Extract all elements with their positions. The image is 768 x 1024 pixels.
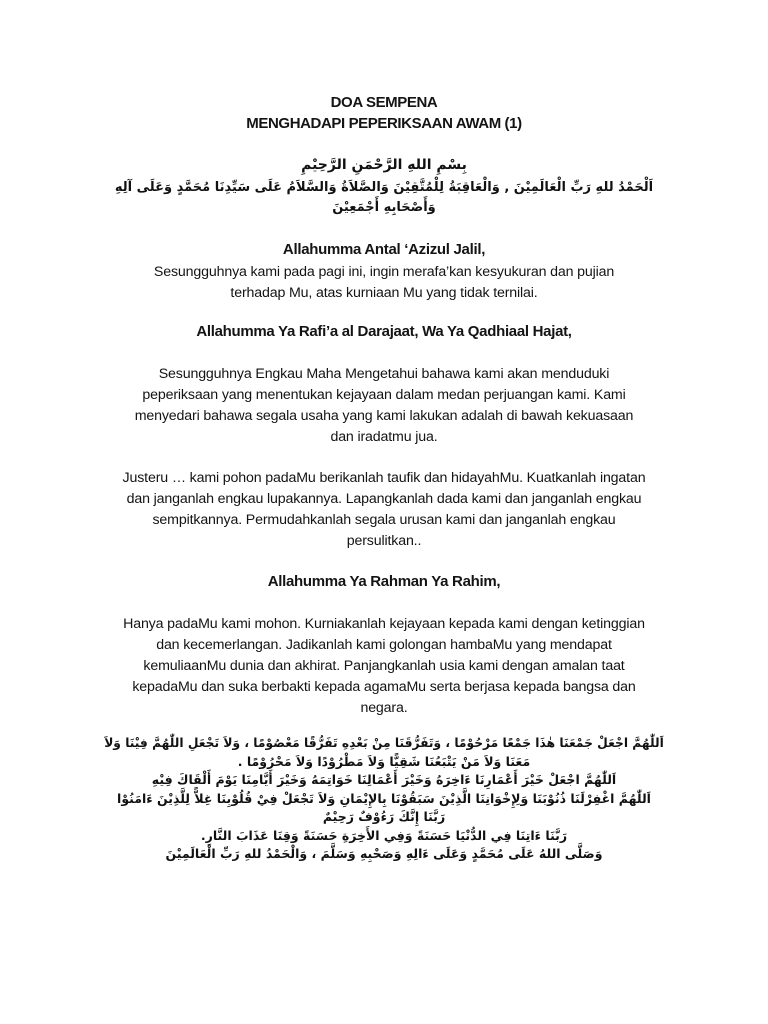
section1-heading: Allahumma Antal ‘Azizul Jalil, [282,241,486,258]
title-line-2: MENGHADAPI PEPERIKSAAN AWAM (1) [246,115,522,132]
basmala-arabic: بِسْمِ اللهِ الرَّحْمَنِ الرَّحِيْمِ [301,157,467,173]
paragraph-line: negara. [360,700,408,716]
arabic-line: اَللّٰهُمَّ اغْفِرْلَنَا ذُنُوْبَنَا وَلِإِخْوَانِنَا الَّذِيْنَ سَبَقُوْنَا بِالإِيْمَانِ وَلاَ تَجْعَلْ فِيْ قُلُوْبِنَا غِلاًّ لِلَّذِيْنَ ءَامَنُوْا [117,790,651,806]
opening-arabic-line: وَأَصْحَابِهِ أَجْمَعِيْنَ [332,200,436,215]
paragraph-line: menyedari bahawa segala usaha yang kami lakukan adalah di bawah kekuasaan [134,408,634,424]
paragraph-line: Hanya padaMu kami mohon. Kurniakanlah kejayaan kepada kami dengan ketinggian [123,616,645,632]
arabic-line: رَبَّنَا ءَاتِنَا فِي الدُّنْيَا حَسَنَةً وَفِي الأَخِرَةِ حَسَنَةً وَقِنَا عَذَابَ النَّارِ. [200,827,568,843]
paragraph-line: sempitkannya. Permudahkanlah segala urusan kami dan janganlah engkau [152,512,616,528]
paragraph-line: kemuliaanMu dunia dan akhirat. Panjangkanlah usia kami dengan amalan taat [143,658,625,674]
arabic-line: رَبَّنَا إِنَّكَ رَءُوْفٌ رَحِيْمٌ [322,809,446,824]
title-line-1: DOA SEMPENA [330,94,438,111]
opening-arabic [100,178,668,218]
paragraph-line: persulitkan.. [346,533,422,549]
paragraph-line: Justeru … kami pohon padaMu berikanlah taufik dan hidayahMu. Kuatkanlah ingatan [122,470,646,486]
arabic-line: اَللّٰهُمَّ اجْعَلْ جَمْعَنَا هٰذَا جَمْعًا مَرْحُوْمًا ، وَتَفَرُّقَنَا مِنْ بَعْدِهِ تَفَرُّقًا مَعْصُوْمًا ، وَلاَ تَجْعَلِ اللّٰهُمَّ فِيْنَا وَلاَ [104,736,664,750]
section1-paragraph [100,262,668,304]
paragraph-line: dan iradatmu jua. [330,429,438,445]
section3-heading: Allahumma Ya Rahman Ya Rahim, [267,573,501,590]
section2-heading: Allahumma Ya Rafi’a al Darajaat, Wa Ya Qadhiaal Hajat, [196,323,572,340]
section2-paragraph-2 [100,468,668,552]
paragraph-line: terhadap Mu, atas kurniaan Mu yang tidak ternilai. [230,285,538,301]
section3-paragraph [100,614,668,719]
arabic-line: اَللّٰهُمَّ اجْعَلْ خَيْرَ أَعْمَارِنَا ءَاخِرَهُ وَخَيْرَ أَعْمَالِنَا خَوَاتِمَهُ وَخَيْرَ أَيَّامِنَا يَوْمَ أَلْقَاكَ فِيْهِ [151,772,617,787]
arabic-line: وَصَلَّى اللهُ عَلَى مُحَمَّدٍ وَعَلَى ءَالِهِ وَصَحْبِهِ وَسَلَّمَ ، وَالْحَمْدُ للهِ رَبِّ الْعَالَمِيْنَ [165,846,603,861]
paragraph-line: dan janganlah engkau lupakannya. Lapangkanlah dada kami dan janganlah engkau [126,491,642,507]
paragraph-line: Sesungguhnya Engkau Maha Mengetahui bahawa kami akan menduduki [158,366,610,382]
closing-arabic-prayer [100,734,668,864]
paragraph-line: Sesungguhnya kami pada pagi ini, ingin merafa’kan kesyukuran dan pujian [153,264,615,280]
opening-arabic-line: اَلْحَمْدُ للهِ رَبِّ الْعَالَمِيْنَ , وَالْعَاقِبَةُ لِلْمُتَّقِيْنَ وَالصَّلاَةُ وَالسَّلاَمُ عَلَى سَيِّدِنَا مُحَمَّدٍ وَعَلَى آلِهِ [114,180,654,195]
section2-paragraph-1 [100,364,668,448]
paragraph-line: kepadaMu dan suka berbakti kepada agamaMu serta berjasa kepada bangsa dan [132,679,636,695]
document-title [100,92,668,134]
arabic-line: مَعَنَا وَلاَ مَنْ يَتْبَعُنَا شَقِيًّا وَلاَ مَطْرُوْدًا وَلاَ مَحْرُوْمًا . [237,753,531,769]
paragraph-line: peperiksaan yang menentukan kejayaan dalam medan perjuangan kami. Kami [142,387,626,403]
paragraph-line: dan kecemerlangan. Jadikanlah kami golongan hambaMu yang mendapat [156,637,612,653]
